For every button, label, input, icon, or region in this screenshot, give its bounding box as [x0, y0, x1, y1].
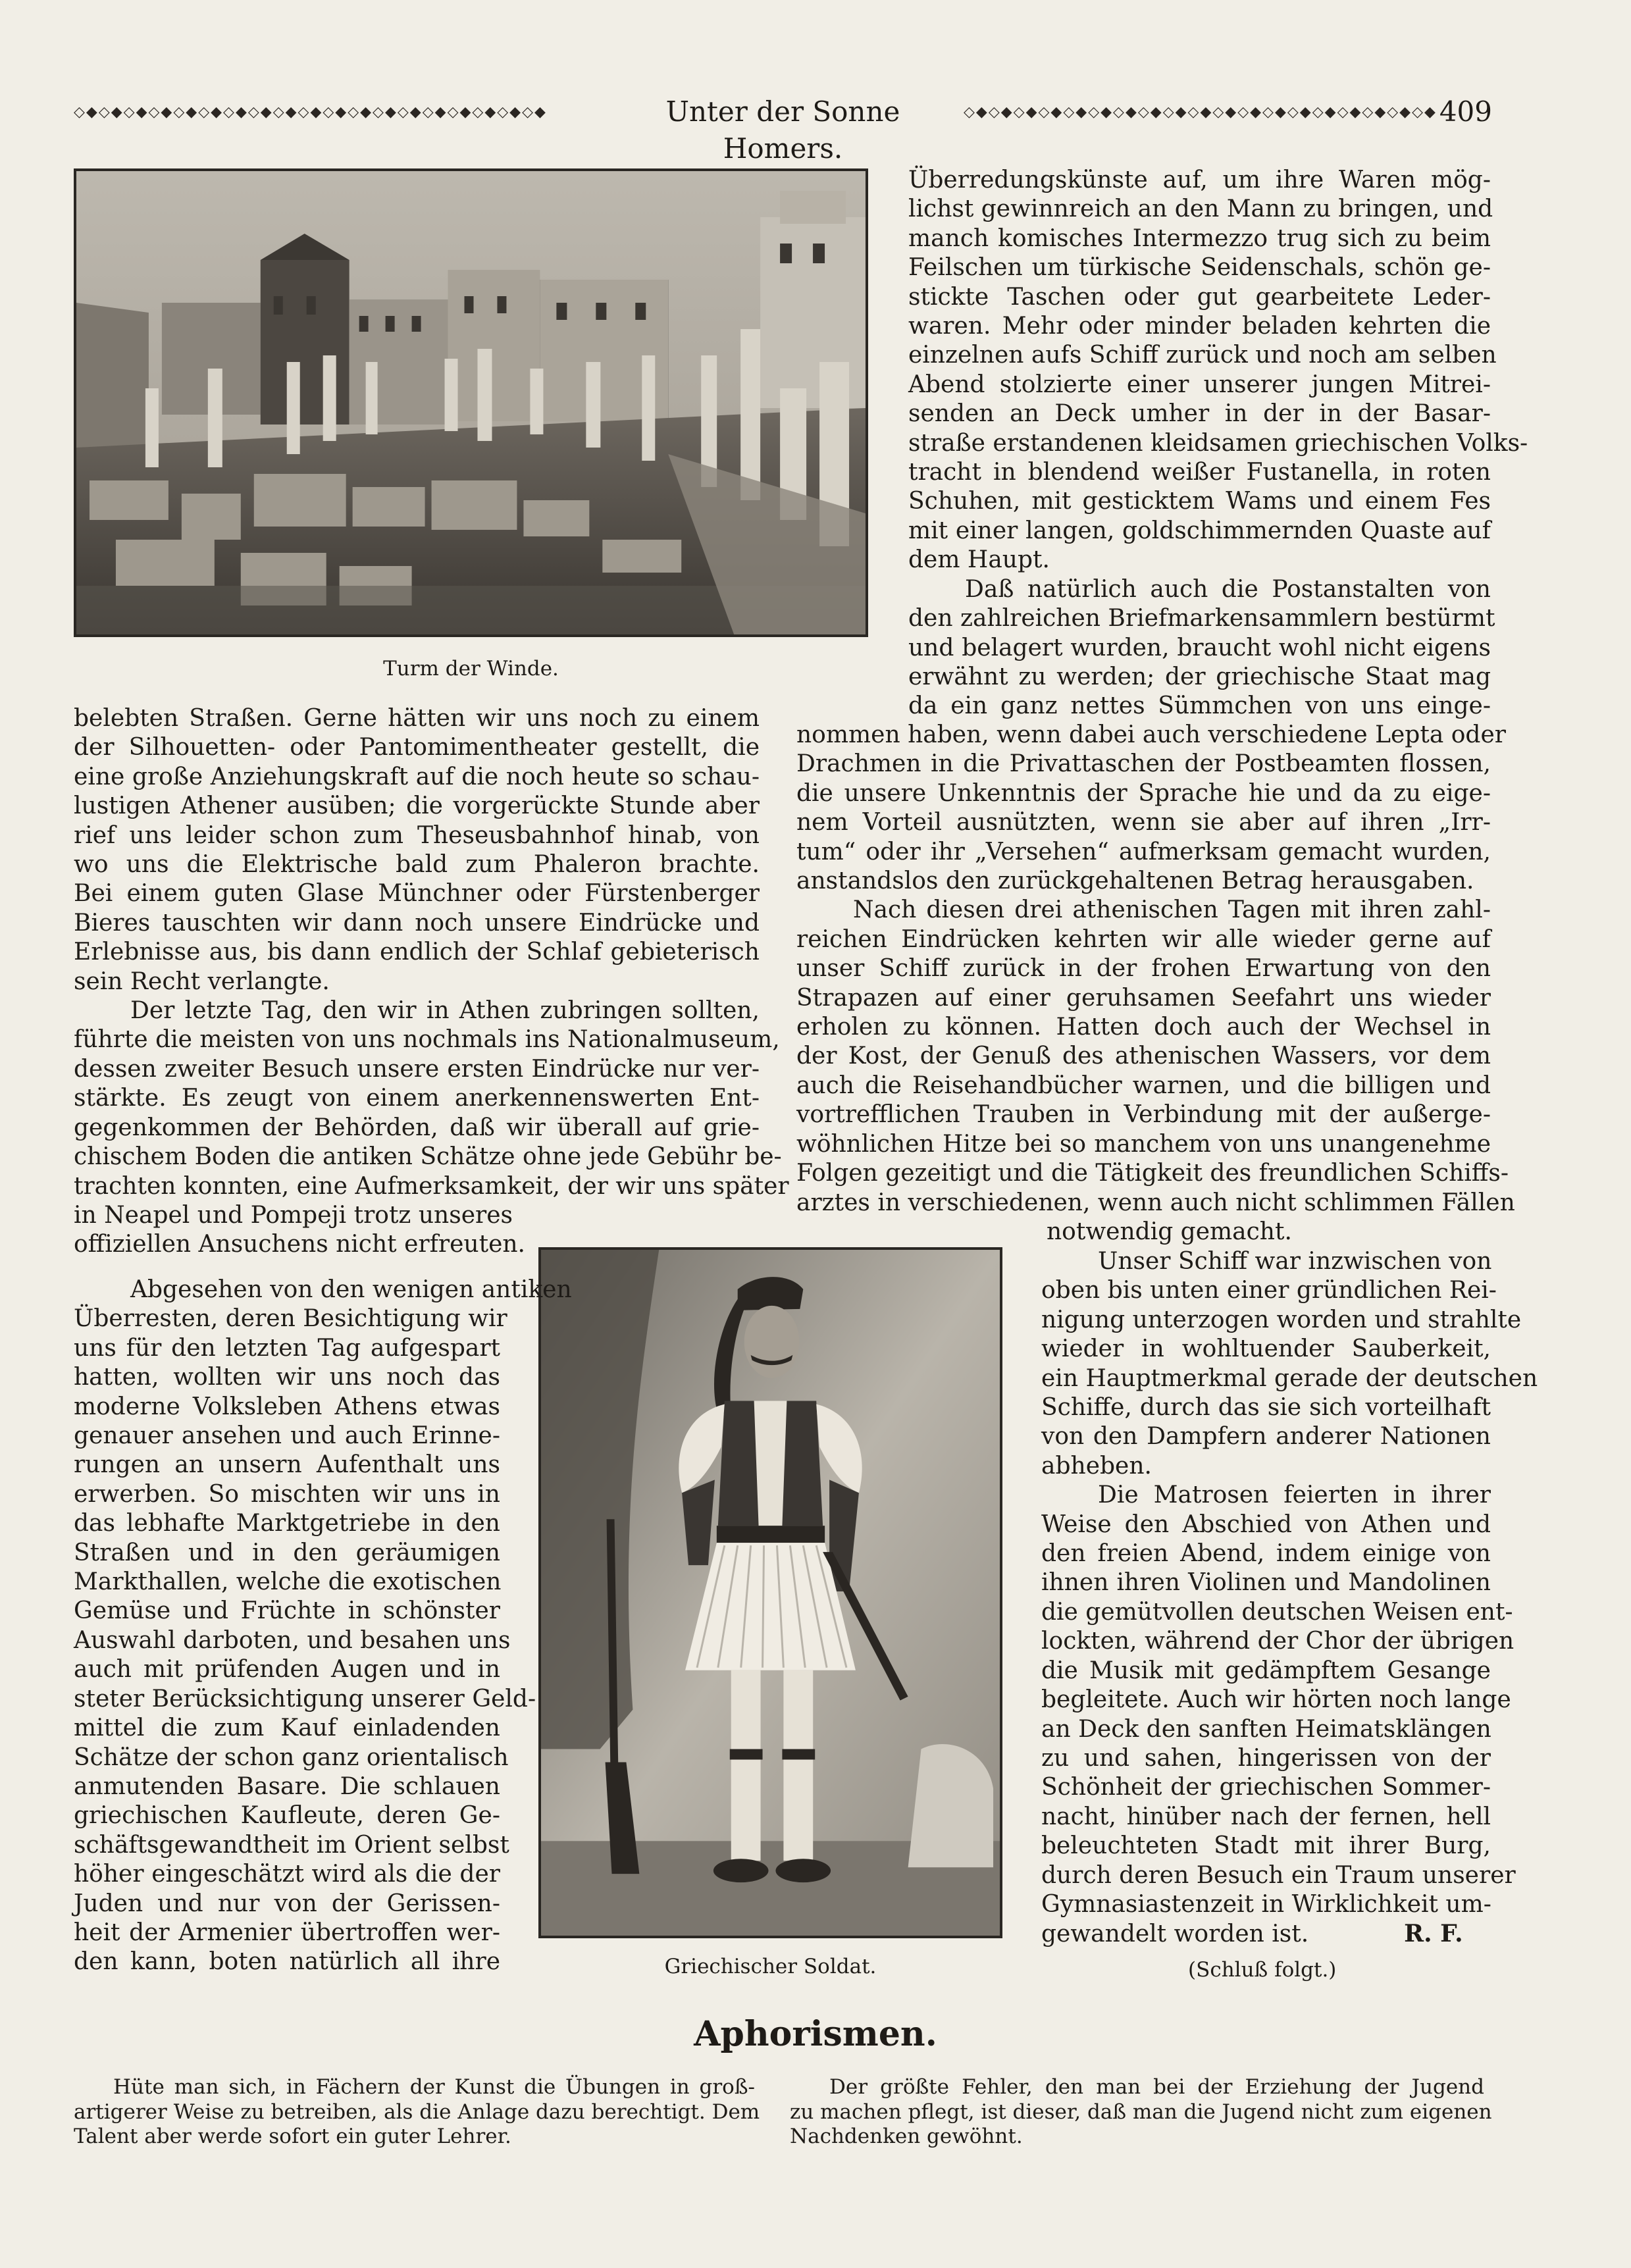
text-line: wöhnlichen Hitze bei so manchem von uns unangenehme — [796, 1130, 1491, 1158]
running-title: Unter der Sonne Homers. — [665, 95, 900, 165]
text-line: Auswahl darboten, und besahen uns — [74, 1626, 511, 1654]
running-header — [74, 93, 1492, 165]
text-line: stickte Taschen oder gut gearbeitete Leder- — [908, 283, 1491, 311]
text-line: arztes in verschiedenen, wenn auch nicht schlimmen Fällen — [796, 1189, 1515, 1216]
text-line: chischem Boden die antiken Schätze ohne jede Gebühr be- — [74, 1143, 782, 1171]
text-line: Erlebnisse aus, bis dann endlich der Schlaf gebieterisch — [74, 939, 760, 966]
text-line: den zahlreichen Briefmarkensammlern bestürmt — [908, 605, 1495, 632]
text-line: rief uns leider schon zum Theseusbahnhof hinab, von — [74, 821, 760, 849]
text-line: Gemüse und Früchte in schönster — [74, 1597, 500, 1625]
text-line: Strapazen auf einer geruhsamen Seefahrt uns wieder — [796, 984, 1491, 1012]
text-line: Der letzte Tag, den wir in Athen zubringen sollten, — [130, 997, 760, 1025]
text-line: Straßen und in den geräumigen — [74, 1539, 500, 1566]
text-line: belebten Straßen. Gerne hätten wir uns noch zu einem — [74, 705, 760, 732]
text-line: Bei einem guten Glase Münchner oder Fürstenberger — [74, 880, 760, 908]
text-line: erwähnt zu werden; der griechische Staat mag — [908, 663, 1491, 690]
text-line: der Kost, der Genuß des athenischen Wassers, vor dem — [796, 1043, 1491, 1070]
text-line: ein Hauptmerkmal gerade der deutschen — [1041, 1364, 1538, 1392]
author-signature: R. F. — [1404, 1920, 1463, 1948]
text-line: auch mit prüfenden Augen und in — [74, 1656, 500, 1684]
text-line: nigung unterzogen worden und strahlte — [1041, 1306, 1522, 1333]
text-line: straße erstandenen kleidsamen griechischen Volks- — [908, 429, 1528, 457]
text-right-mid — [796, 721, 1515, 1247]
text-line: Schiffe, durch das sie sich vorteilhaft — [1041, 1394, 1491, 1422]
text-line: Schuhen, mit gesticktem Wams und einem Fes — [908, 488, 1491, 515]
tower-of-winds-caption: Turm der Winde. — [383, 657, 559, 681]
text-line: trachten konnten, eine Aufmerksamkeit, der wir uns später — [74, 1172, 789, 1200]
text-line: offiziellen Ansuchens nicht erfreuten. — [74, 1231, 526, 1258]
text-line: Unser Schiff war inzwischen von — [1098, 1248, 1492, 1275]
soldier-illustration — [541, 1250, 1000, 1936]
text-line: zu machen pflegt, ist dieser, daß man die Jugend nicht zum eigenen — [790, 2100, 1492, 2124]
text-line: senden an Deck umher in der in der Basar- — [908, 400, 1491, 428]
text-line: Schönheit der griechischen Sommer- — [1041, 1774, 1491, 1801]
text-line: begleitete. Auch wir hörten noch lange — [1041, 1686, 1511, 1714]
greek-soldier-caption: Griechischer Soldat. — [664, 1955, 877, 1978]
text-right-bottom — [1041, 1247, 1538, 1949]
text-line: in Neapel und Pompeji trotz unseres — [74, 1201, 513, 1229]
text-line: steter Berücksichtigung unserer Geld- — [74, 1685, 536, 1713]
text-line: wieder in wohltuender Sauberkeit, — [1041, 1335, 1491, 1363]
text-line: der Silhouetten- oder Pantomimentheater gestellt, die — [74, 734, 760, 761]
text-line: Überresten, deren Besichtigung wir — [74, 1305, 507, 1333]
header-ornament-left: ◇◆◇◆◇◆◇◆◇◆◇◆◇◆◇◆◇◆◇◆◇◆◇◆◇◆◇◆◇◆◇◆◇◆◇◆◇◆ — [74, 104, 547, 120]
text-line: unser Schiff zurück in der frohen Erwartung von den — [796, 955, 1491, 983]
to-be-continued-note: (Schluß folgt.) — [1188, 1958, 1337, 1982]
text-line: den freien Abend, indem einige von — [1041, 1540, 1491, 1568]
text-line: moderne Volksleben Athens etwas — [74, 1393, 500, 1420]
text-line: anstandslos den zurückgehaltenen Betrag herausgaben. — [796, 867, 1474, 895]
aphorism-right — [790, 2075, 1492, 2150]
text-line: Talent aber werde sofort ein guter Lehrer. — [74, 2125, 511, 2148]
text-line: erholen zu können. Hatten doch auch der Wechsel in — [796, 1014, 1491, 1041]
text-line: Juden und nur von der Gerissen- — [74, 1890, 500, 1917]
text-line: lichst gewinnreich an den Mann zu bringen, und — [908, 195, 1493, 223]
text-line: lustigen Athener ausüben; die vorgerückte Stunde aber — [74, 792, 760, 820]
aphorism-left — [74, 2075, 760, 2150]
text-line: Überredungskünste auf, um ihre Waren mög- — [908, 167, 1491, 193]
text-line: Folgen gezeitigt und die Tätigkeit des freundlichen Schiffs- — [796, 1160, 1509, 1187]
text-line: manch komisches Intermezzo trug sich zu beim — [908, 224, 1491, 252]
text-line: Schätze der schon ganz orientalisch — [74, 1743, 509, 1771]
text-left-mid — [74, 704, 789, 1260]
text-right-top — [908, 166, 1528, 721]
aphorisms-title: Aphorismen. — [694, 2014, 937, 2054]
text-line: einzelnen aufs Schiff zurück und noch am selben — [908, 342, 1497, 369]
tower-of-winds-photo — [74, 168, 868, 637]
text-line: Hüte man sich, in Fächern der Kunst die Übungen in groß- — [113, 2075, 755, 2099]
text-line: die Musik mit gedämpftem Gesange — [1041, 1657, 1491, 1684]
page-number: 409 — [1439, 95, 1492, 128]
text-line: ihnen ihren Violinen und Mandolinen — [1041, 1569, 1491, 1597]
text-line: oben bis unten einer gründlichen Rei- — [1041, 1277, 1497, 1304]
text-line: Abgesehen von den wenigen antiken — [130, 1276, 572, 1303]
text-line: zu und sahen, hingerissen von der — [1041, 1744, 1491, 1772]
text-line: griechischen Kaufleute, deren Ge- — [74, 1802, 500, 1830]
text-line-with-signature — [1041, 1919, 1491, 1949]
text-line: heit der Armenier übertroffen wer- — [74, 1919, 500, 1946]
text-line: durch deren Besuch ein Traum unserer — [1041, 1861, 1516, 1889]
text-line: erwerben. So mischten wir uns in — [74, 1480, 500, 1508]
text-line: Nach diesen drei athenischen Tagen mit ihren zahl- — [853, 896, 1491, 924]
text-line: Die Matrosen feierten in ihrer — [1098, 1482, 1491, 1509]
text-line: Markthallen, welche die exotischen — [74, 1568, 502, 1596]
text-line: stärkte. Es zeugt von einem anerkennenswerten Ent- — [74, 1085, 760, 1112]
text-line: wo uns die Elektrische bald zum Phaleron brachte. — [74, 851, 760, 879]
text-line: Weise den Abschied von Athen und — [1041, 1510, 1491, 1538]
header-ornament-right: ◇◆◇◆◇◆◇◆◇◆◇◆◇◆◇◆◇◆◇◆◇◆◇◆◇◆◇◆◇◆◇◆◇◆◇◆◇◆ — [964, 104, 1437, 120]
greek-soldier-photo — [538, 1247, 1002, 1938]
text-line: da ein ganz nettes Sümmchen von uns einge- — [908, 692, 1491, 720]
text-line: nacht, hinüber nach der fernen, hell — [1041, 1803, 1491, 1830]
text-line: artigerer Weise zu betreiben, als die Anlage dazu berechtigt. Dem — [74, 2100, 760, 2124]
text-line: beleuchteten Stadt mit ihrer Burg, — [1041, 1832, 1491, 1860]
text-line: von den Dampfern anderer Nationen — [1041, 1423, 1491, 1451]
text-line: tum“ oder ihr „Versehen“ aufmerksam gemacht wurden, — [796, 838, 1491, 865]
text-line: notwendig gemacht. — [1047, 1218, 1292, 1245]
text-line: Bieres tauschten wir dann noch unsere Eindrücke und — [74, 909, 760, 937]
text-line: Der größte Fehler, den man bei der Erziehung der Jugend — [829, 2075, 1484, 2099]
text-line: Daß natürlich auch die Postanstalten von — [965, 575, 1491, 603]
ruins-illustration — [76, 171, 866, 634]
text-line: dem Haupt. — [908, 546, 1050, 574]
text-left-bottom — [74, 1276, 572, 1977]
text-line: gegenkommen der Behörden, daß wir überall auf grie- — [74, 1114, 760, 1141]
text-line: schäftsgewandtheit im Orient selbst — [74, 1831, 509, 1859]
text-line: an Deck den sanften Heimatsklängen — [1041, 1715, 1491, 1743]
text-line: vortrefflichen Trauben in Verbindung mit der außerge- — [796, 1101, 1491, 1129]
text-line: dessen zweiter Besuch unsere ersten Eindrücke nur ver- — [74, 1055, 760, 1083]
text-line: anmutenden Basare. Die schlauen — [74, 1772, 500, 1800]
text-line: führte die meisten von uns nochmals ins Nationalmuseum, — [74, 1026, 780, 1054]
text-line: das lebhafte Marktgetriebe in den — [74, 1510, 500, 1537]
text-line: waren. Mehr oder minder beladen kehrten die — [908, 313, 1491, 340]
text-line: gewandelt worden ist. — [1041, 1920, 1309, 1948]
text-line: hatten, wollten wir uns noch das — [74, 1364, 500, 1391]
text-line: Drachmen in die Privattaschen der Postbeamten flossen, — [796, 750, 1491, 778]
text-line: Feilschen um türkische Seidenschals, schön ge- — [908, 254, 1491, 282]
text-line: und belagert wurden, braucht wohl nicht eigens — [908, 634, 1491, 661]
text-line: nommen haben, wenn dabei auch verschiedene Lepta oder — [796, 721, 1506, 748]
text-line: eine große Anziehungskraft auf die noch heute so schau- — [74, 763, 760, 790]
text-line: genauer ansehen und auch Erinne- — [74, 1422, 500, 1450]
text-line: die unsere Unkenntnis der Sprache hie und da zu eige- — [796, 779, 1491, 807]
text-line: Abend stolzierte einer unserer jungen Mitrei- — [908, 371, 1491, 398]
text-line: tracht in blendend weißer Fustanella, in roten — [908, 459, 1491, 486]
text-line: den kann, boten natürlich all ihre — [74, 1948, 500, 1976]
text-line: höher eingeschätzt wird als die der — [74, 1861, 500, 1888]
text-line: Nachdenken gewöhnt. — [790, 2125, 1023, 2148]
text-line: mittel die zum Kauf einladenden — [74, 1714, 500, 1742]
text-line: lockten, während der Chor der übrigen — [1041, 1628, 1514, 1655]
text-line: nem Vorteil ausnützten, wenn sie aber auf ihren „Irr- — [796, 809, 1491, 837]
text-line: uns für den letzten Tag aufgespart — [74, 1334, 500, 1362]
text-line: auch die Reisehandbücher warnen, und die billigen und — [796, 1071, 1491, 1099]
text-line: reichen Eindrücken kehrten wir alle wieder gerne auf — [796, 925, 1491, 953]
text-line: rungen an unsern Aufenthalt uns — [74, 1451, 500, 1479]
text-line: abheben. — [1041, 1452, 1152, 1480]
text-line: sein Recht verlangte. — [74, 967, 330, 995]
text-line: die gemütvollen deutschen Weisen ent- — [1041, 1598, 1513, 1626]
text-line: Gymnasiastenzeit in Wirklichkeit um- — [1041, 1890, 1491, 1918]
text-line: mit einer langen, goldschimmernden Quaste auf — [908, 517, 1491, 544]
